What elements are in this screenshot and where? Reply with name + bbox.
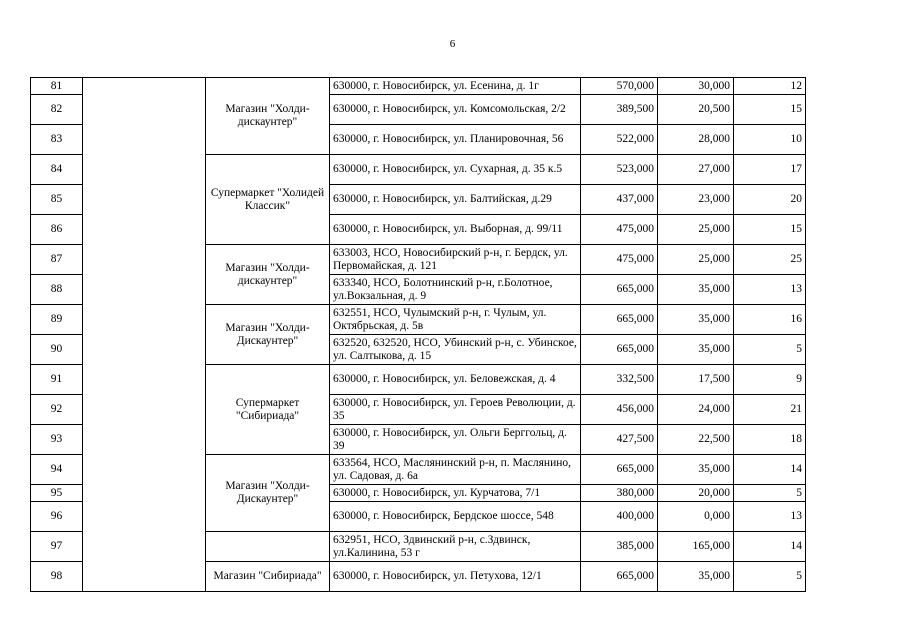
row-number: 96 — [31, 502, 83, 532]
address-cell: 632520, 632520, НСО, Убинский р-н, с. Убинское, ул. Салтыкова, д. 15 — [330, 335, 581, 365]
address-cell: 630000, г. Новосибирск, ул. Комсомольская, 2/2 — [330, 95, 581, 125]
row-number: 94 — [31, 455, 83, 485]
count-cell: 5 — [734, 485, 806, 502]
value-cell: 570,000 — [581, 78, 658, 95]
address-cell: 633564, НСО, Маслянинский р-н, п. Маслянино, ул. Садовая, д. 6а — [330, 455, 581, 485]
count-cell: 12 — [734, 78, 806, 95]
value-cell: 665,000 — [581, 305, 658, 335]
value-cell: 665,000 — [581, 275, 658, 305]
row-number: 83 — [31, 125, 83, 155]
value-cell: 35,000 — [658, 275, 734, 305]
count-cell: 9 — [734, 365, 806, 395]
value-cell: 25,000 — [658, 215, 734, 245]
value-cell: 35,000 — [658, 562, 734, 592]
store-name: Магазин "Холди-дискаунтер" — [206, 245, 330, 305]
address-cell: 632951, НСО, Здвинский р-н, с.Здвинск, ул.Калинина, 53 г — [330, 532, 581, 562]
store-name — [206, 532, 330, 562]
value-cell: 35,000 — [658, 455, 734, 485]
value-cell: 17,500 — [658, 365, 734, 395]
count-cell: 13 — [734, 275, 806, 305]
count-cell: 20 — [734, 185, 806, 215]
stores-table — [30, 77, 806, 592]
value-cell: 522,000 — [581, 125, 658, 155]
address-cell: 630000, г. Новосибирск, ул. Беловежская, д. 4 — [330, 365, 581, 395]
count-cell: 10 — [734, 125, 806, 155]
value-cell: 475,000 — [581, 245, 658, 275]
value-cell: 23,000 — [658, 185, 734, 215]
row-number: 88 — [31, 275, 83, 305]
store-name: Супермаркет "Сибириада" — [206, 365, 330, 455]
value-cell: 389,500 — [581, 95, 658, 125]
address-cell: 632551, НСО, Чулымский р-н, г. Чулым, ул. Октябрьская, д. 5в — [330, 305, 581, 335]
value-cell: 380,000 — [581, 485, 658, 502]
store-name: Магазин "Холди-Дискаунтер" — [206, 305, 330, 365]
value-cell: 20,000 — [658, 485, 734, 502]
address-cell: 630000, г. Новосибирск, ул. Планировочная, 56 — [330, 125, 581, 155]
value-cell: 665,000 — [581, 455, 658, 485]
row-number: 93 — [31, 425, 83, 455]
value-cell: 665,000 — [581, 562, 658, 592]
count-cell: 21 — [734, 395, 806, 425]
value-cell: 165,000 — [658, 532, 734, 562]
address-cell: 630000, г. Новосибирск, ул. Балтийская, д.29 — [330, 185, 581, 215]
row-number: 81 — [31, 78, 83, 95]
value-cell: 475,000 — [581, 215, 658, 245]
value-cell: 385,000 — [581, 532, 658, 562]
address-cell: 630000, г. Новосибирск, ул. Петухова, 12/1 — [330, 562, 581, 592]
row-number: 89 — [31, 305, 83, 335]
row-number: 90 — [31, 335, 83, 365]
value-cell: 332,500 — [581, 365, 658, 395]
value-cell: 437,000 — [581, 185, 658, 215]
address-cell: 633003, НСО, Новосибирский р-н, г. Бердск, ул. Первомайская, д. 121 — [330, 245, 581, 275]
value-cell: 24,000 — [658, 395, 734, 425]
count-cell: 15 — [734, 95, 806, 125]
address-cell: 630000, г. Новосибирск, ул. Сухарная, д. 35 к.5 — [330, 155, 581, 185]
value-cell: 25,000 — [658, 245, 734, 275]
empty-cell — [83, 78, 206, 592]
row-number: 85 — [31, 185, 83, 215]
store-name: Магазин "Холди-Дискаунтер" — [206, 455, 330, 532]
row-number: 91 — [31, 365, 83, 395]
value-cell: 427,500 — [581, 425, 658, 455]
value-cell: 20,500 — [658, 95, 734, 125]
row-number: 92 — [31, 395, 83, 425]
value-cell: 35,000 — [658, 305, 734, 335]
row-number: 87 — [31, 245, 83, 275]
store-name: Магазин "Сибириада" — [206, 562, 330, 592]
value-cell: 30,000 — [658, 78, 734, 95]
address-cell: 630000, г. Новосибирск, ул. Героев Революции, д. 35 — [330, 395, 581, 425]
value-cell: 35,000 — [658, 335, 734, 365]
row-number: 84 — [31, 155, 83, 185]
address-cell: 630000, г. Новосибирск, Бердское шоссе, 548 — [330, 502, 581, 532]
value-cell: 665,000 — [581, 335, 658, 365]
row-number: 98 — [31, 562, 83, 592]
count-cell: 5 — [734, 562, 806, 592]
address-cell: 630000, г. Новосибирск, ул. Курчатова, 7/1 — [330, 485, 581, 502]
count-cell: 13 — [734, 502, 806, 532]
count-cell: 17 — [734, 155, 806, 185]
address-cell: 630000, г. Новосибирск, ул. Ольги Берггольц, д. 39 — [330, 425, 581, 455]
value-cell: 456,000 — [581, 395, 658, 425]
count-cell: 14 — [734, 455, 806, 485]
address-cell: 630000, г. Новосибирск, ул. Выборная, д. 99/11 — [330, 215, 581, 245]
page-number: 6 — [449, 38, 456, 50]
count-cell: 25 — [734, 245, 806, 275]
value-cell: 22,500 — [658, 425, 734, 455]
address-cell: 633340, НСО, Болотнинский р-н, г.Болотное, ул.Вокзальная, д. 9 — [330, 275, 581, 305]
count-cell: 15 — [734, 215, 806, 245]
count-cell: 18 — [734, 425, 806, 455]
value-cell: 400,000 — [581, 502, 658, 532]
store-name: Супермаркет "Холидей Классик" — [206, 155, 330, 245]
row-number: 95 — [31, 485, 83, 502]
row-number: 97 — [31, 532, 83, 562]
count-cell: 14 — [734, 532, 806, 562]
value-cell: 27,000 — [658, 155, 734, 185]
value-cell: 523,000 — [581, 155, 658, 185]
count-cell: 5 — [734, 335, 806, 365]
count-cell: 16 — [734, 305, 806, 335]
row-number: 82 — [31, 95, 83, 125]
address-cell: 630000, г. Новосибирск, ул. Есенина, д. 1г — [330, 78, 581, 95]
row-number: 86 — [31, 215, 83, 245]
store-name: Магазин "Холди-дискаунтер" — [206, 78, 330, 155]
table-row — [31, 78, 806, 95]
value-cell: 28,000 — [658, 125, 734, 155]
value-cell: 0,000 — [658, 502, 734, 532]
